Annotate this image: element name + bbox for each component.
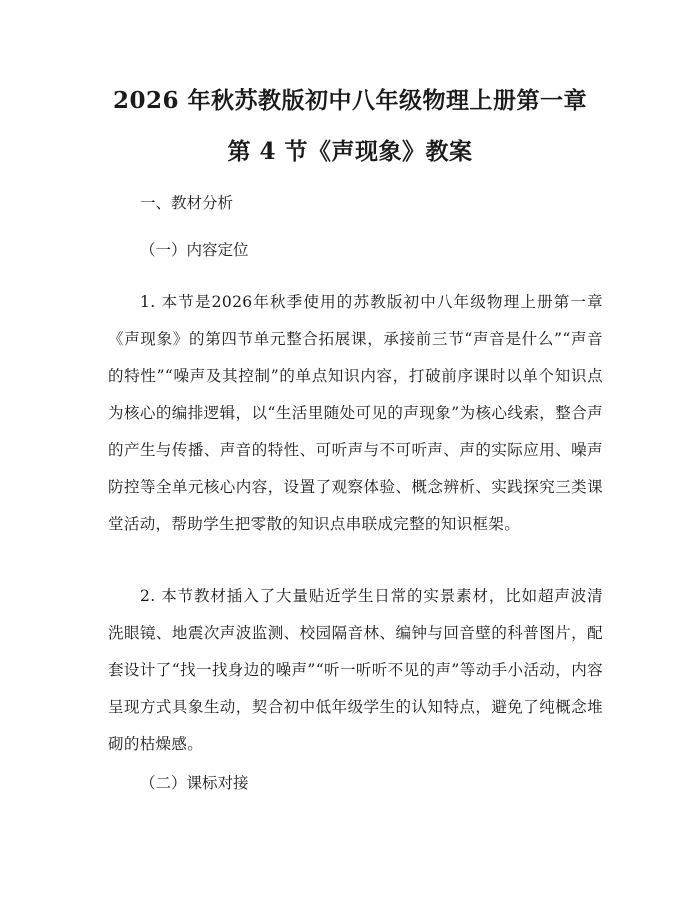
section-heading-textbook-analysis: 一、教材分析 <box>140 194 234 212</box>
document-title-line-1: 2026 年秋苏教版初中八年级物理上册第一章 <box>112 87 588 114</box>
subsection-heading-content-positioning: （一）内容定位 <box>140 241 249 259</box>
paragraph-1: 1. 本节是2026年秋季使用的苏教版初中八年级物理上册第一章《声现象》的第四节单元整合拓展课，承接前三节“声音是什么”“声音的特性”“噪声及其控制”的单点知识内容，打破前序课时以单个知识点为核心的编排逻辑，以“生活里随处可见的声现象”为核心线索，整合声的产生与传播、声音的特性、可听声与不可听声、声的实际应用、噪声防控等全单元核心内容，设置了观察体验、概念辨析、实践探究三类课堂活动，帮助学生把零散的知识点串联成完整的知识框架。 <box>108 293 603 533</box>
paragraph-2: 2. 本节教材插入了大量贴近学生日常的实景素材，比如超声波清洗眼镜、地震次声波监测、校园隔音林、编钟与回音壁的科普图片，配套设计了“找一找身边的噪声”“听一听听不见的声”等动手小活动，内容呈现方式具象生动，契合初中低年级学生的认知特点，避免了纯概念堆砌的枯燥感。 <box>108 587 603 753</box>
document-title-line-2: 第 4 节《声现象》教案 <box>227 138 473 165</box>
subsection-heading-curriculum-alignment: （二）课标对接 <box>140 774 249 792</box>
